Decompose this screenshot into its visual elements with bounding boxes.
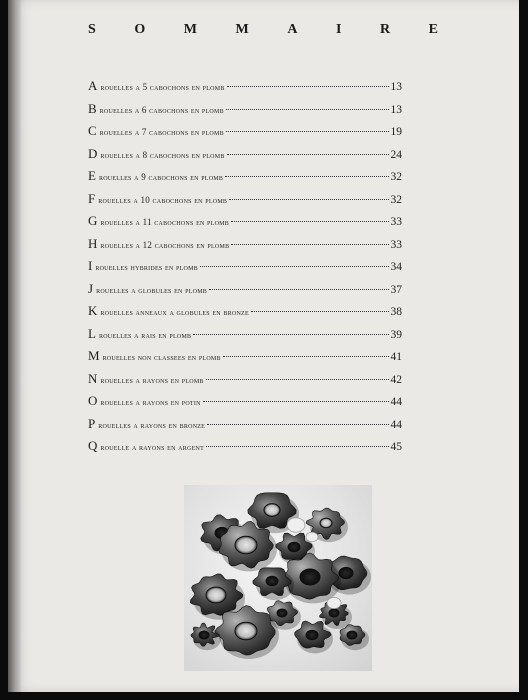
title-letter: I [335,22,342,37]
toc-entry [88,348,402,371]
toc-dot-leader [226,109,389,110]
toc-entry-page-number: 45 [390,441,402,453]
title-letter: M [235,22,249,37]
toc-entry-page-number: 33 [390,216,402,228]
toc-entry-letter: H [88,235,98,251]
title-letter: S [88,22,96,37]
toc-entry-letter: B [88,100,97,116]
rouelles-photograph [184,485,372,671]
toc-entry [88,123,402,146]
title-letter: A [287,22,298,37]
toc-entry-page-number: 38 [390,306,402,318]
toc-entry [88,236,402,259]
toc-entry-page-number: 19 [390,126,402,138]
toc-entry-page-number: 39 [390,328,402,341]
toc-entry [88,303,402,326]
toc-dot-leader [229,199,388,200]
toc-entry-page-number: 34 [390,261,402,273]
toc-entry [88,416,402,439]
toc-entry [88,146,402,169]
title-letter: O [134,22,146,37]
toc-entry-page-number: 33 [390,238,402,251]
toc-dot-leader [203,401,389,402]
toc-dot-leader [207,424,388,425]
toc-entry [88,213,402,236]
rouelle-object [340,625,369,651]
toc-entry-page-number: 32 [390,171,402,183]
toc-entry-letter: N [88,370,98,386]
toc-entry [88,191,402,214]
title-letter: E [428,22,438,37]
page-gutter-shadow [8,0,22,692]
toc-entry-letter: C [88,123,97,138]
toc-entry [88,281,402,304]
toc-entry-letter: M [88,348,100,363]
toc-entry-title: rouelles a rayons en potin [100,397,201,407]
toc-entry-page-number: 42 [390,373,402,386]
toc-dot-leader [231,244,388,245]
toc-entry-letter: A [88,78,98,93]
toc-entry-page-number: 44 [390,418,402,431]
toc-entry-letter: E [88,168,96,183]
toc-entry-title: rouelles a 11 cabochons en plomb [100,217,229,227]
toc-dot-leader [200,266,389,267]
toc-entry-title: rouelles a globules en plomb [96,284,208,295]
toc-entry [88,393,402,416]
toc-dot-leader [227,154,389,155]
toc-entry-letter: K [88,303,98,318]
toc-dot-leader [227,86,389,87]
toc-entry-letter: I [88,258,93,273]
toc-entry-page-number: 44 [390,396,402,408]
page-title [88,22,438,38]
rouelles-photo-graphic [184,485,372,671]
toc-entry-title: rouelles non classees en plomb [102,352,221,362]
light-fragment [287,518,305,532]
toc-entry-letter: D [88,145,98,161]
toc-dot-leader [251,311,389,312]
toc-dot-leader [225,176,388,177]
toc-entry-title: rouelles a 6 cabochons en plomb [99,104,224,115]
toc-entry-letter: P [88,415,96,431]
toc-entry-letter: J [88,280,94,296]
toc-entry-title: rouelles a 8 cabochons en plomb [100,149,225,160]
light-fragment [327,597,341,608]
toc-dot-leader [231,221,389,222]
toc-entry [88,438,402,461]
toc-entry-title: rouelles a rayons en plomb [100,374,204,385]
title-letter: R [379,22,391,37]
toc-entry-letter: Q [88,438,98,453]
toc-entry [88,101,402,124]
title-letter: M [183,22,197,37]
toc-entry-page-number: 13 [390,81,402,93]
toc-entry [88,326,402,349]
toc-entry-page-number: 41 [390,351,402,363]
rouelle-object [191,623,221,650]
light-fragment [306,532,318,542]
toc-dot-leader [223,356,389,357]
toc-entry [88,371,402,394]
toc-entry-letter: G [88,213,98,228]
toc-entry-title: rouelles a 5 cabochons en plomb [100,82,225,92]
toc-entry-title: rouelles a 7 cabochons en plomb [99,127,224,137]
toc-entry-letter: F [88,190,96,206]
toc-dot-leader [226,131,389,132]
toc-entry-title: rouelles a rais en plomb [98,329,192,340]
toc-dot-leader [206,446,388,447]
toc-dot-leader [206,379,389,380]
toc-entry [88,258,402,281]
toc-entry-title: rouelle a rayons en argent [100,442,205,452]
toc-entry-title: rouelles anneaux a globules en bronze [100,307,249,317]
toc-entry [88,78,402,101]
toc-entry-page-number: 13 [390,103,402,116]
toc-entry-title: rouelles a 12 cabochons en plomb [100,239,230,250]
toc-entry-title: rouelles a 10 cabochons en plomb [98,194,228,205]
toc-dot-leader [193,334,388,335]
toc-entry-page-number: 32 [390,193,402,206]
toc-dot-leader [209,289,388,290]
toc-entry-page-number: 24 [390,148,402,161]
toc-entry-title: rouelles a 9 cabochons en plomb [98,172,224,182]
toc-entry-title: rouelles a rayons en bronze [98,419,206,430]
toc-entry-letter: O [88,393,98,408]
toc-entry-page-number: 37 [390,283,402,296]
table-of-contents [88,78,402,461]
toc-entry-title: rouelles hybrides en plomb [95,262,198,272]
toc-entry-letter: L [88,325,96,341]
toc-entry [88,168,402,191]
